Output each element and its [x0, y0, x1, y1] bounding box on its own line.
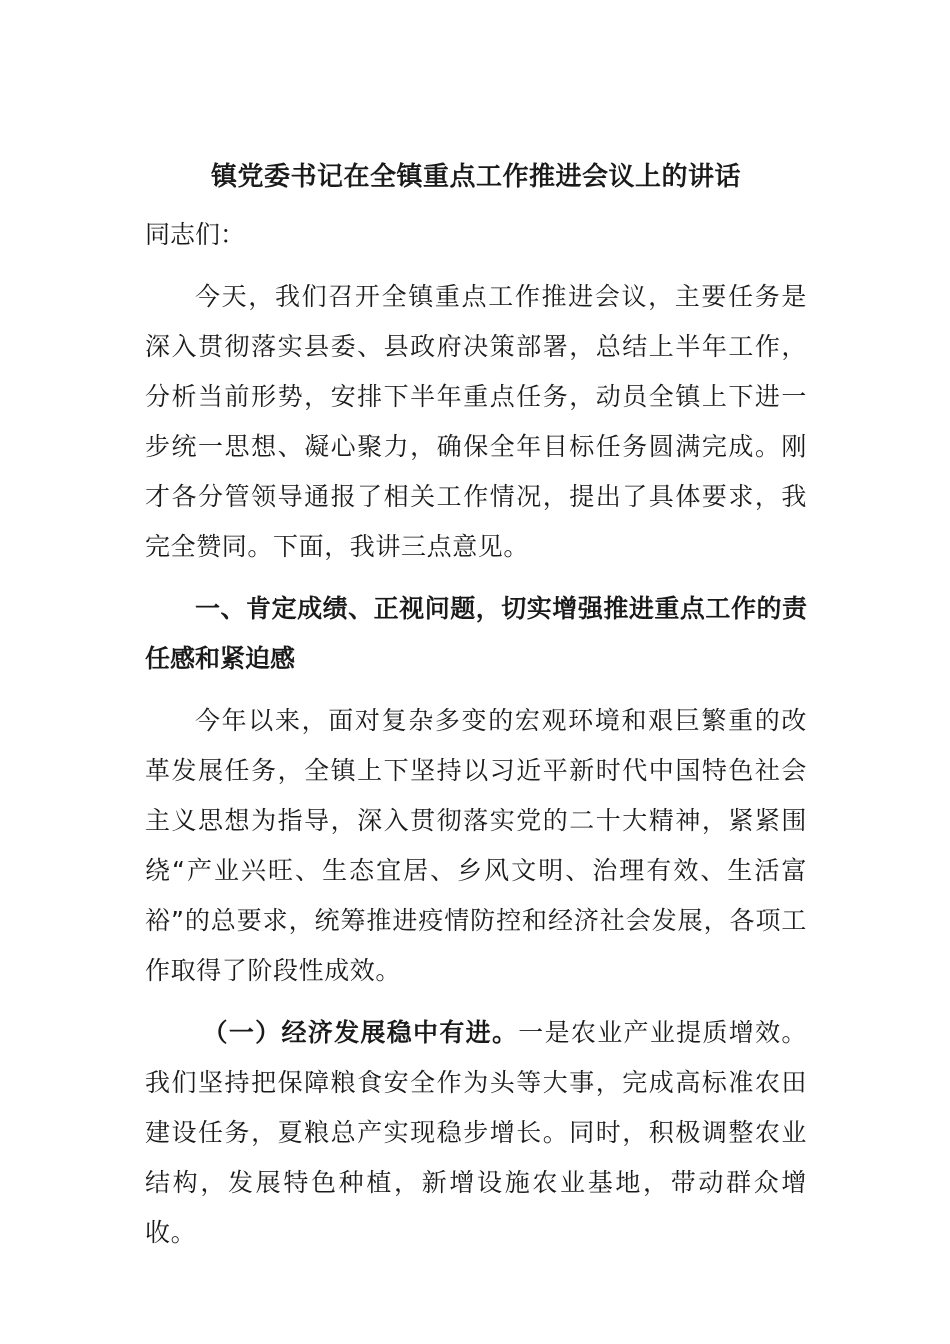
subsection-1-heading: （一）经济发展稳中有进。 — [202, 1018, 519, 1047]
subsection-1-body: 一是农业产业提质增效。我们坚持把保障粮食安全作为头等大事，完成高标准农田建设任务，夏粮总产实现稳步增长。同时，积极调整农业结构，发展特色种植，新增设施农业基地，带动群众增收。 — [145, 1018, 807, 1247]
intro-paragraph: 今天，我们召开全镇重点工作推进会议，主要任务是深入贯彻落实县委、县政府决策部署，总结上半年工作，分析当前形势，安排下半年重点任务，动员全镇上下进一步统一思想、凝心聚力，确保全年目标任务圆满完成。刚才各分管领导通报了相关工作情况，提出了具体要求，我完全赞同。下面，我讲三点意见。 — [145, 282, 807, 561]
document-body — [145, 152, 807, 1270]
section-1-paragraph: 今年以来，面对复杂多变的宏观环境和艰巨繁重的改革发展任务，全镇上下坚持以习近平新时代中国特色社会主义思想为指导，深入贯彻落实党的二十大精神，紧紧围绕“产业兴旺、生态宜居、乡风文明、治理有效、生活富裕”的总要求，统筹推进疫情防控和经济社会发展，各项工作取得了阶段性成效。 — [145, 706, 807, 985]
subsection-1-paragraph — [145, 1008, 807, 1258]
salutation: 同志们： — [145, 220, 246, 249]
section-1-heading: 一、肯定成绩、正视问题，切实增强推进重点工作的责任感和紧迫感 — [145, 594, 807, 673]
document-title: 镇党委书记在全镇重点工作推进会议上的讲话 — [210, 162, 741, 192]
